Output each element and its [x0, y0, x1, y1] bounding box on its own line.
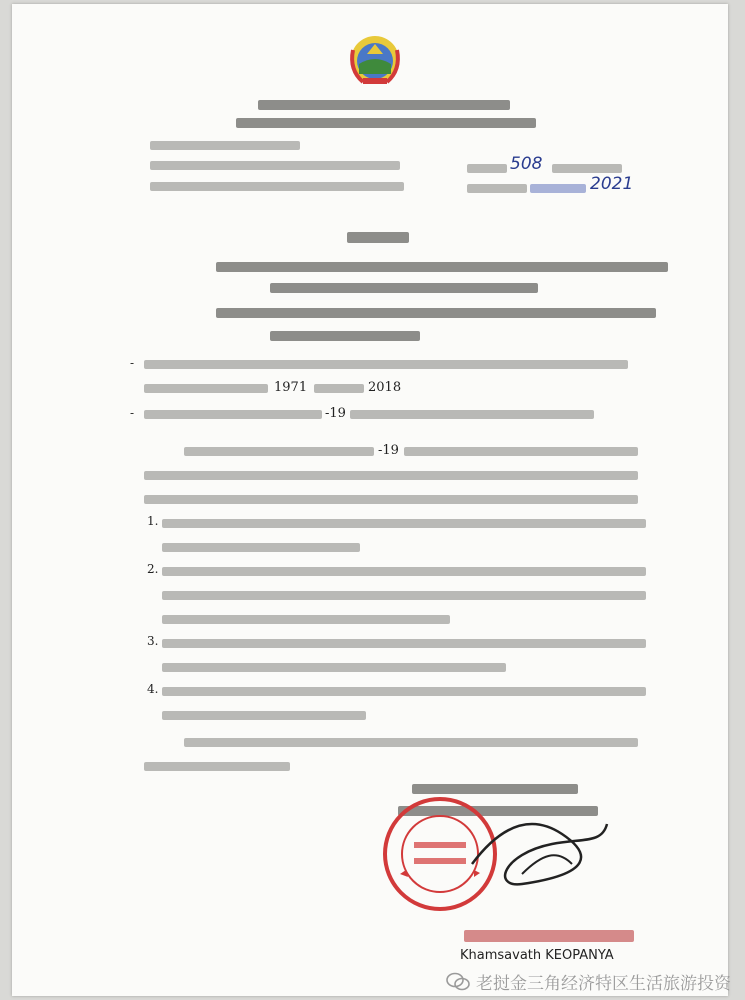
intro-line-1a	[184, 447, 374, 456]
item-2-number: 2.	[147, 562, 159, 576]
office-line-1	[150, 141, 300, 150]
item-2-line-2	[162, 591, 646, 600]
signatory-name-latin: Khamsavath KEOPANYA	[460, 948, 614, 963]
intro-line-2	[144, 471, 638, 480]
doc-number: 508	[510, 154, 543, 174]
signatory-name-lao	[464, 930, 634, 942]
intro-line-3	[144, 495, 638, 504]
item-3-line-1	[162, 639, 646, 648]
handwritten-signature	[462, 804, 612, 894]
document-title	[347, 232, 409, 243]
reference-2-line-1a	[144, 410, 322, 419]
doc-year: 2021	[590, 174, 634, 194]
item-4-line-2	[162, 711, 366, 720]
reference-1-line-1	[144, 360, 628, 369]
reference-covid-suffix: -19	[325, 406, 346, 421]
watermark	[446, 969, 731, 994]
subject-line-1	[216, 308, 656, 318]
reference-1-line-2a	[144, 384, 268, 393]
header-line-1	[258, 100, 510, 110]
watermark-text: 老挝金三角经济特区生活旅游投资	[476, 974, 731, 994]
subject-line-2	[270, 331, 420, 341]
lao-state-emblem-icon	[345, 30, 405, 88]
document-sheet: 508 2021 - 1971 2018 - -19 -19 1. 2. 3. 4. Khamsavath KEOPANYA	[12, 4, 728, 996]
signatory-title-1	[412, 784, 578, 794]
closing-line-2	[144, 762, 290, 771]
item-4-number: 4.	[147, 682, 159, 696]
item-4-line-1	[162, 687, 646, 696]
decree-year: 2018	[368, 380, 402, 395]
intro-line-1b	[404, 447, 638, 456]
decree-number: 1971	[274, 380, 308, 395]
item-3-line-2	[162, 663, 506, 672]
date-prefix	[467, 184, 527, 193]
item-3-number: 3.	[147, 634, 159, 648]
number-prefix	[467, 164, 507, 173]
item-2-line-3	[162, 615, 450, 624]
item-1-line-1	[162, 519, 646, 528]
header-line-2	[236, 118, 536, 128]
date-handwritten	[530, 184, 586, 193]
reference-2-line-1b	[350, 410, 594, 419]
wechat-icon	[446, 972, 470, 992]
reference-1-line-2b	[314, 384, 364, 393]
number-suffix	[552, 164, 622, 173]
intro-covid-suffix: -19	[378, 443, 399, 458]
office-line-2	[150, 161, 400, 170]
to-line-1	[216, 262, 668, 272]
closing-line-1	[184, 738, 638, 747]
item-1-line-2	[162, 543, 360, 552]
to-line-2	[270, 283, 538, 293]
item-2-line-1	[162, 567, 646, 576]
office-line-3	[150, 182, 404, 191]
item-1-number: 1.	[147, 514, 159, 528]
